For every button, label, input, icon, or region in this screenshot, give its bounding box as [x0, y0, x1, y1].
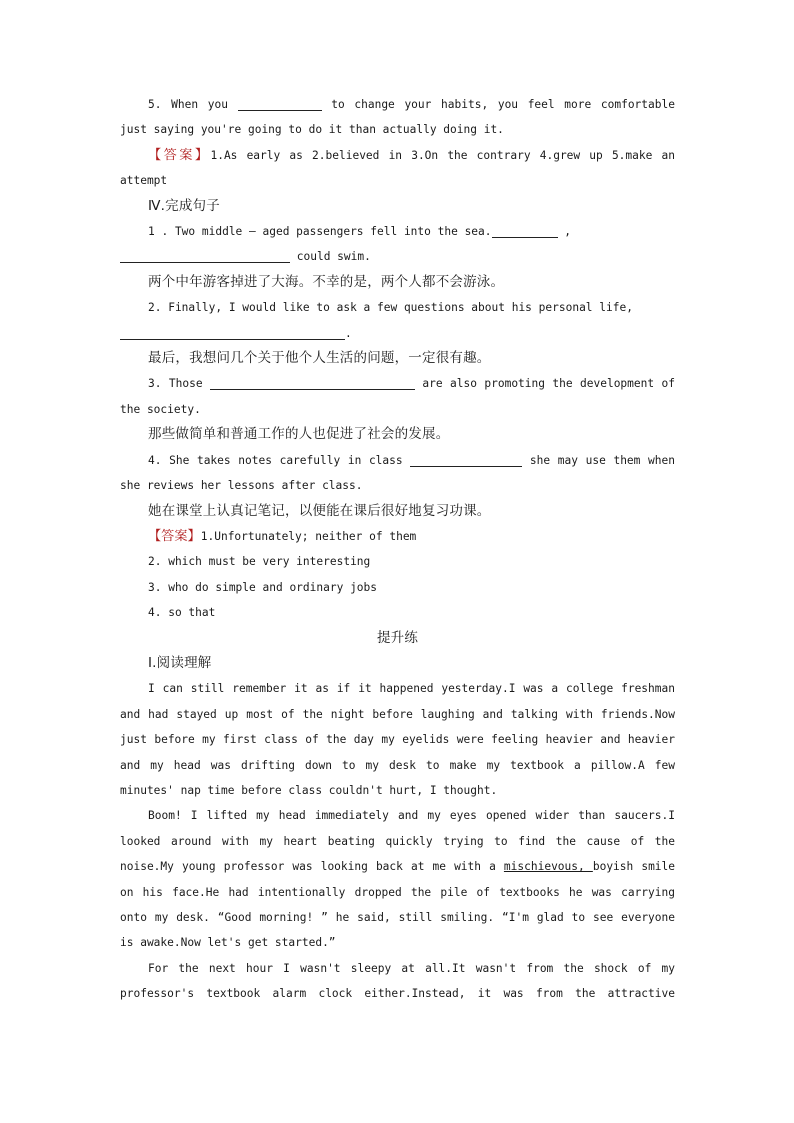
answer-blank[interactable]: [120, 325, 345, 340]
answer-item: 3. who do simple and ordinary jobs: [148, 580, 378, 594]
reading-heading: Ⅰ.阅读理解: [148, 654, 212, 671]
answer-blank[interactable]: [210, 375, 415, 390]
answer-block-2: [120, 524, 675, 549]
sentence-2-text-a: 2. Finally, I would like to ask a few questions about his personal life,: [148, 301, 633, 315]
sentence-4-translation: 她在课堂上认真记笔记，以便能在课后很好地复习功课。: [148, 502, 491, 519]
sentence-3-translation: 那些做简单和普通工作的人也促进了社会的发展。: [148, 426, 450, 443]
section-heading: Ⅳ.完成句子: [148, 197, 220, 214]
sentence-1-text-a: 1 . Two middle — aged passengers fell into the sea.: [148, 225, 492, 239]
sentence-3-text-b: are also promoting the development of the society.: [120, 377, 675, 416]
sentence-2-translation: 最后，我想问几个关于他个人生活的问题，一定很有趣。: [148, 350, 491, 367]
question-5: [120, 92, 675, 143]
underlined-word: mischievous,: [503, 860, 593, 874]
sentence-1-text-b: ,: [564, 225, 572, 239]
sentence-4-text-b: she may use them when she reviews her lessons after class.: [120, 453, 675, 493]
answer-tag: 【答案】: [148, 528, 201, 544]
reading-paragraph-2-text-a: Boom! I lifted my head immediately and my eyes opened wider than saucers.I looked around with my heart beating quickly trying to find the cause of the noise.My young professor was looking back at me with a: [120, 809, 675, 874]
answer-block-1: [120, 143, 675, 194]
answer-text: 1.As early as 2.believed in 3.On the contrary 4.grew up 5.make an attempt: [120, 148, 675, 188]
reading-paragraph-3: For the next hour I wasn't sleepy at all.It wasn't from the shock of my professor's textbook alarm clock either.Instead, it was from the attractive: [120, 961, 675, 1001]
answer-blank[interactable]: [238, 96, 322, 111]
sentence-1-translation: 两个中年游客掉进了大海。不幸的是，两个人都不会游泳。: [148, 273, 505, 290]
reading-paragraph-1: I can still remember it as if it happened yesterday.I was a college freshman and had stayed up most of the night before laughing and talking with friends.Now just before my first class of the day my eyelids were feeling heavier and heavier and my head was drifting down to my desk to make my textbook a pillow.A few minutes' nap time before class couldn't hurt, I thought.: [120, 682, 675, 797]
question-5-text-a: 5. When you: [148, 98, 228, 111]
sentence-4: [120, 448, 675, 499]
reading-paragraph-2: [120, 803, 675, 955]
answer-item: 4. so that: [148, 606, 216, 620]
answer-blank[interactable]: [492, 223, 558, 238]
question-5-text-b: to change your habits, you feel more comfortable just saying you're going to do it than actually doing it.: [120, 98, 675, 137]
section-title: 提升练: [376, 629, 419, 646]
sentence-3-text-a: 3. Those: [148, 377, 203, 391]
sentence-2: [120, 295, 675, 346]
sentence-2-text-b: .: [345, 326, 352, 340]
answer-blank[interactable]: [410, 452, 522, 467]
answer-tag: 【答案】: [148, 147, 211, 163]
sentence-1-text-c: could swim.: [296, 250, 371, 264]
sentence-3: [120, 371, 675, 422]
answer-item: 1.Unfortunately; neither of them: [200, 529, 417, 543]
sentence-4-text-a: 4. She takes notes carefully in class: [148, 453, 403, 467]
answer-blank[interactable]: [120, 248, 290, 263]
reading-paragraph-2-text-b: boyish smile on his face.He had intentionally dropped the pile of textbooks he was carrying onto my desk. “Good morning! ” he said, still smiling. “I'm glad to see everyone is awake.Now let's get started.”: [120, 860, 676, 950]
answer-item: 2. which must be very interesting: [148, 555, 371, 569]
sentence-1: [120, 219, 675, 270]
document-page: [120, 92, 675, 1007]
